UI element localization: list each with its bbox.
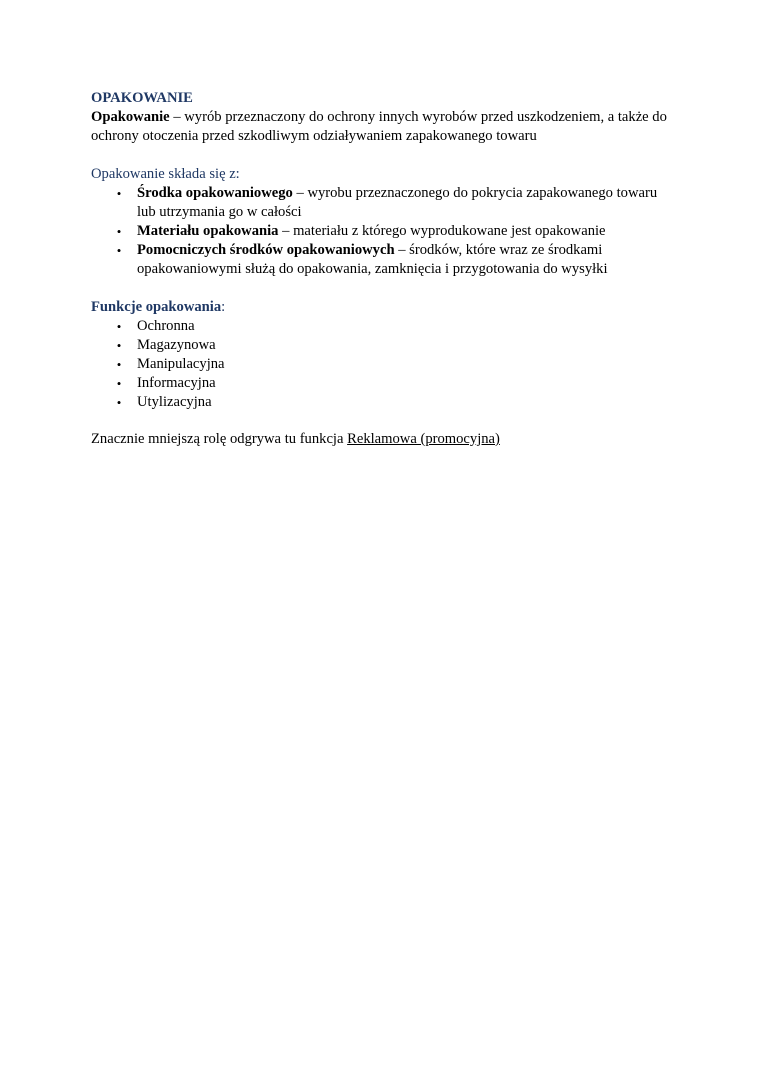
definition-paragraph <box>91 108 671 146</box>
list-item <box>91 355 671 374</box>
function-item: Ochronna <box>137 318 195 334</box>
document-title: OPAKOWANIE <box>91 90 193 106</box>
function-item: Utylizacyjna <box>137 394 212 410</box>
bullet-icon: • <box>116 395 122 410</box>
composition-list <box>91 184 671 279</box>
spacer <box>91 279 671 298</box>
bullet-icon: • <box>116 319 122 334</box>
spacer <box>91 146 671 165</box>
list-item <box>91 336 671 355</box>
list-item-text: – środków, które wraz ze środkami opakowaniowymi służą do opakowania, zamknięcia i przygotowania do wysyłki <box>137 242 608 277</box>
list-item <box>91 393 671 412</box>
note-paragraph <box>91 430 671 449</box>
list-item <box>91 317 671 336</box>
list-item <box>91 374 671 393</box>
list-item <box>91 222 671 241</box>
spacer <box>91 412 671 430</box>
list-item-text: – wyrobu przeznaczonego do pokrycia zapakowanego towaru lub utrzymania go w całości <box>137 185 658 220</box>
list-item-term: Materiału opakowania <box>137 223 279 239</box>
function-item: Magazynowa <box>137 337 216 353</box>
definition-text: – wyrób przeznaczony do ochrony innych wyrobów przed uszkodzeniem, a także do ochrony otoczenia przed szkodliwym odziaływaniem zapakowanego towaru <box>91 109 667 144</box>
bullet-icon: • <box>116 186 122 201</box>
bullet-icon: • <box>116 357 122 372</box>
definition-term: Opakowanie <box>91 109 170 125</box>
functions-list <box>91 317 671 412</box>
document-page <box>91 89 671 449</box>
bullet-icon: • <box>116 224 122 239</box>
note-text: Znacznie mniejszą rolę odgrywa tu funkcja <box>91 431 348 447</box>
bullet-icon: • <box>116 376 122 391</box>
list-item <box>91 241 671 279</box>
list-item-term: Pomocniczych środków opakowaniowych <box>137 242 395 258</box>
bullet-icon: • <box>116 243 122 258</box>
functions-colon: : <box>221 299 226 315</box>
functions-label: Funkcje opakowania <box>91 299 222 315</box>
list-item-term: Środka opakowaniowego <box>137 185 293 201</box>
list-item-text: – materiału z którego wyprodukowane jest opakowanie <box>278 223 606 239</box>
functions-heading <box>91 298 671 317</box>
reklamowa-link[interactable]: Reklamowa (promocyjna) <box>347 431 500 447</box>
composition-intro: Opakowanie składa się z: <box>91 166 240 182</box>
function-item: Informacyjna <box>137 375 216 391</box>
function-item: Manipulacyjna <box>137 356 225 372</box>
bullet-icon: • <box>116 338 122 353</box>
list-item <box>91 184 671 222</box>
